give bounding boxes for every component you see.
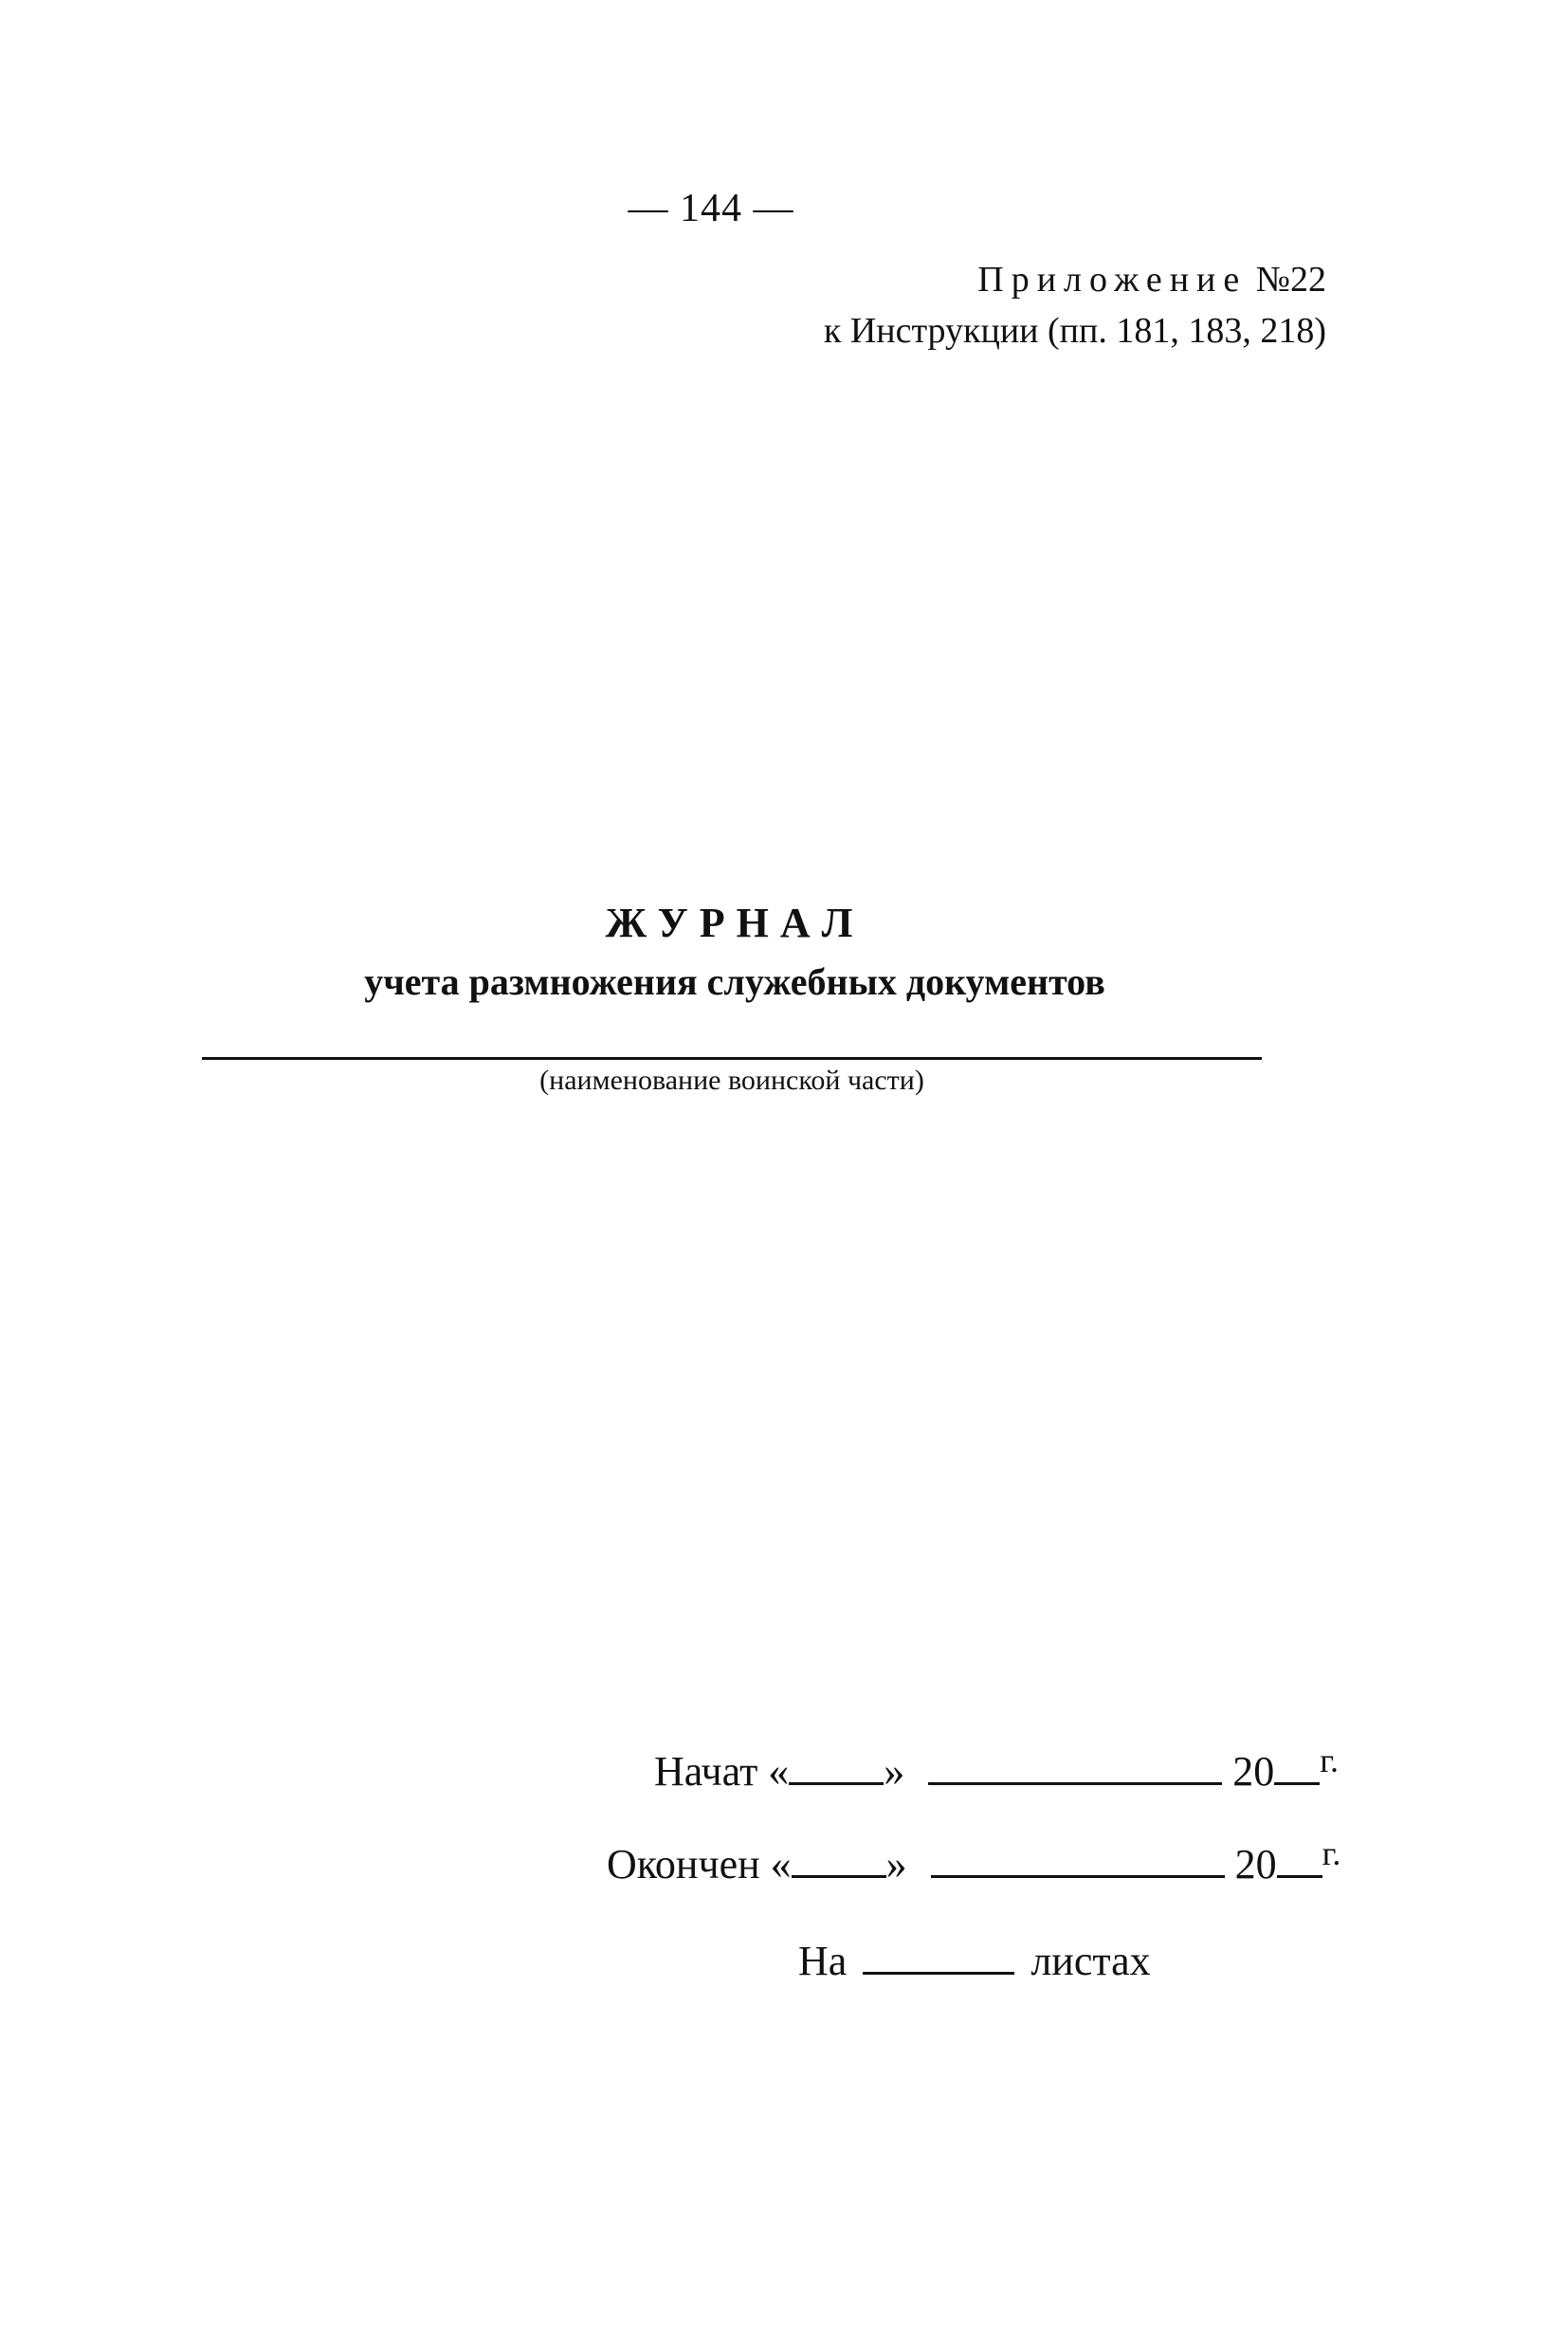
sheets-row: [798, 1932, 1151, 1985]
journal-title: ЖУРНАЛ: [605, 900, 865, 946]
quote-close: »: [884, 1748, 905, 1795]
ended-year-blank: [1277, 1835, 1322, 1878]
page-number: — 144 —: [628, 187, 794, 230]
ended-label: Окончен: [607, 1841, 760, 1887]
started-year-blank: [1274, 1742, 1320, 1785]
appendix-header: [824, 254, 1326, 356]
journal-title-block: [209, 895, 1261, 1009]
started-date-row: [654, 1742, 1339, 1796]
started-year-prefix: 20: [1232, 1748, 1275, 1795]
unit-name-caption: (наименование воинской части): [539, 1065, 924, 1096]
started-month-blank: [928, 1742, 1222, 1785]
unit-name-blank-line: [202, 1057, 1262, 1060]
started-year-suffix: г.: [1320, 1741, 1340, 1779]
sheets-suffix: листах: [1030, 1938, 1151, 1984]
quote-close: »: [885, 1841, 907, 1887]
ended-day-blank: [792, 1835, 886, 1878]
appendix-number: №22: [1255, 260, 1326, 300]
started-label: Начат: [654, 1748, 758, 1795]
quote-open: «: [768, 1748, 790, 1795]
journal-subtitle: учета размножения служебных документов: [364, 960, 1105, 1003]
ended-year-suffix: г.: [1322, 1834, 1341, 1872]
appendix-reference: к Инструкции (пп. 181, 183, 218): [823, 311, 1326, 351]
ended-year-prefix: 20: [1234, 1841, 1277, 1887]
appendix-title: Приложение: [977, 260, 1248, 300]
ended-date-row: [607, 1835, 1340, 1888]
sheets-prefix: На: [798, 1938, 848, 1984]
started-day-blank: [789, 1742, 884, 1785]
ended-month-blank: [931, 1835, 1225, 1878]
appendix-title-line: [824, 254, 1326, 305]
sheets-count-blank: [863, 1932, 1014, 1975]
quote-open: «: [770, 1841, 792, 1887]
